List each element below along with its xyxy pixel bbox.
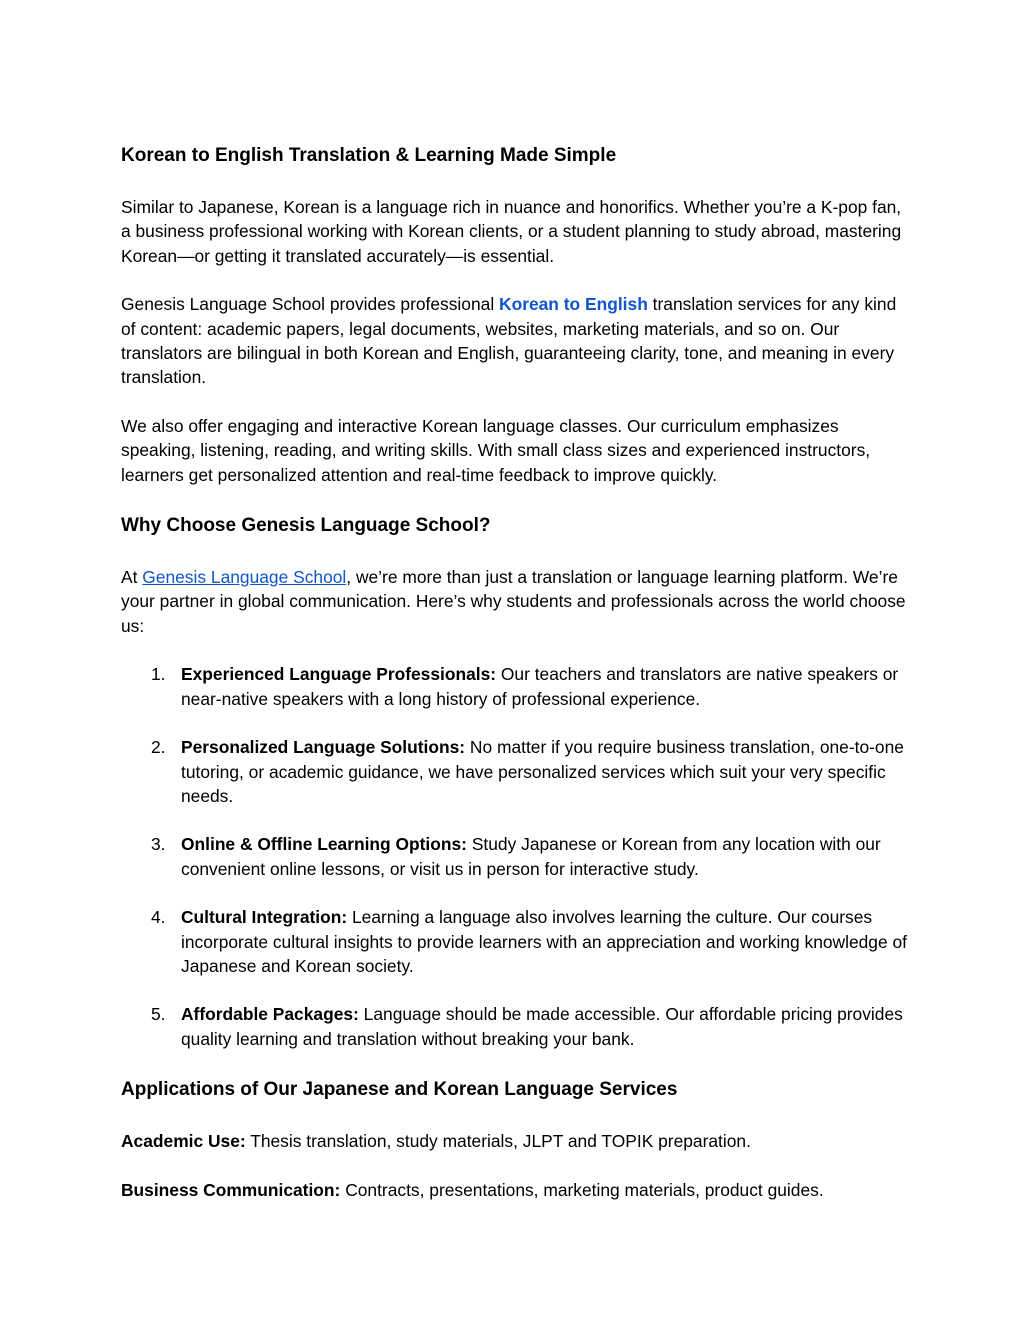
list-number: 2. <box>151 737 166 758</box>
why-text-before: At <box>121 567 143 588</box>
list-item <box>121 735 911 808</box>
classes-paragraph <box>121 414 911 487</box>
list-item-title: Experienced Language Professionals: <box>181 664 497 685</box>
academic-use-text: Thesis translation, study materials, JLPT and TOPIK preparation. <box>245 1131 751 1152</box>
intro-text: Similar to Japanese, Korean is a language rich in nuance and honorifics. Whether you’re a K-pop fan, a business professional working with Korean clients, or a student planning to study abroad, mastering Korean—or getting it translated accurately—is essential. <box>121 197 902 266</box>
list-item-title: Personalized Language Solutions: <box>181 737 466 758</box>
list-number: 3. <box>151 834 166 855</box>
list-number: 5. <box>151 1004 166 1025</box>
list-item <box>121 1002 911 1051</box>
korean-to-english-keyword: Korean to English <box>499 294 648 315</box>
list-item-text: Language should be made accessible. Our affordable pricing provides quality learning and translation without breaking your bank. <box>181 1004 903 1049</box>
list-item-text: Study Japanese or Korean from any location with our convenient online lessons, or visit us in person for interactive study. <box>181 834 881 879</box>
list-number: 1. <box>151 664 166 685</box>
services-text-before: Genesis Language School provides professional <box>121 294 500 315</box>
list-item-title: Cultural Integration: <box>181 907 348 928</box>
list-item <box>121 832 911 881</box>
why-text-after: , we’re more than just a translation or language learning platform. We’re your partner in global communication. Here’s why students and professionals across the world choose us: <box>121 567 906 636</box>
classes-text: We also offer engaging and interactive Korean language classes. Our curriculum emphasizes speaking, listening, reading, and writing skills. With small class sizes and experienced instructors, learners get personalized attention and real-time feedback to improve quickly. <box>121 415 871 485</box>
list-item-title: Online & Offline Learning Options: <box>181 834 467 855</box>
business-communication-text: Contracts, presentations, marketing materials, product guides. <box>340 1179 824 1200</box>
document-page <box>121 140 911 1202</box>
services-paragraph <box>121 292 911 390</box>
academic-use-title: Academic Use: <box>121 1131 246 1152</box>
heading-why-choose: Why Choose Genesis Language School? <box>121 515 491 537</box>
academic-use-paragraph <box>121 1129 911 1153</box>
list-item-text: Learning a language also involves learning the culture. Our courses incorporate cultural insights to provide learners with an appreciation and working knowledge of Japanese and Korean society. <box>181 907 907 976</box>
genesis-language-school-link[interactable]: Genesis Language School <box>142 567 347 588</box>
heading-applications: Applications of Our Japanese and Korean Language Services <box>121 1079 678 1101</box>
heading-korean-to-english: Korean to English Translation & Learning Made Simple <box>121 145 617 166</box>
list-item-title: Affordable Packages: <box>181 1004 359 1025</box>
list-number: 4. <box>151 907 166 928</box>
business-communication-title: Business Communication: <box>121 1179 341 1200</box>
list-item-text: Our teachers and translators are native speakers or near-native speakers with a long history of professional experience. <box>181 664 899 709</box>
list-item <box>121 905 911 978</box>
business-communication-paragraph <box>121 1178 911 1202</box>
services-text-after: translation services for any kind of content: academic papers, legal documents, websites, marketing materials, and so on. Our translators are bilingual in both Korean and English, guaranteeing clarity, tone, and meaning in every translation. <box>121 294 897 388</box>
why-paragraph <box>121 565 911 638</box>
list-item-text: No matter if you require business translation, one-to-one tutoring, or academic guidance, we have personalized services which suit your very specific needs. <box>181 737 904 806</box>
intro-paragraph <box>121 195 911 268</box>
reasons-list <box>121 662 911 1051</box>
list-item <box>121 662 911 711</box>
